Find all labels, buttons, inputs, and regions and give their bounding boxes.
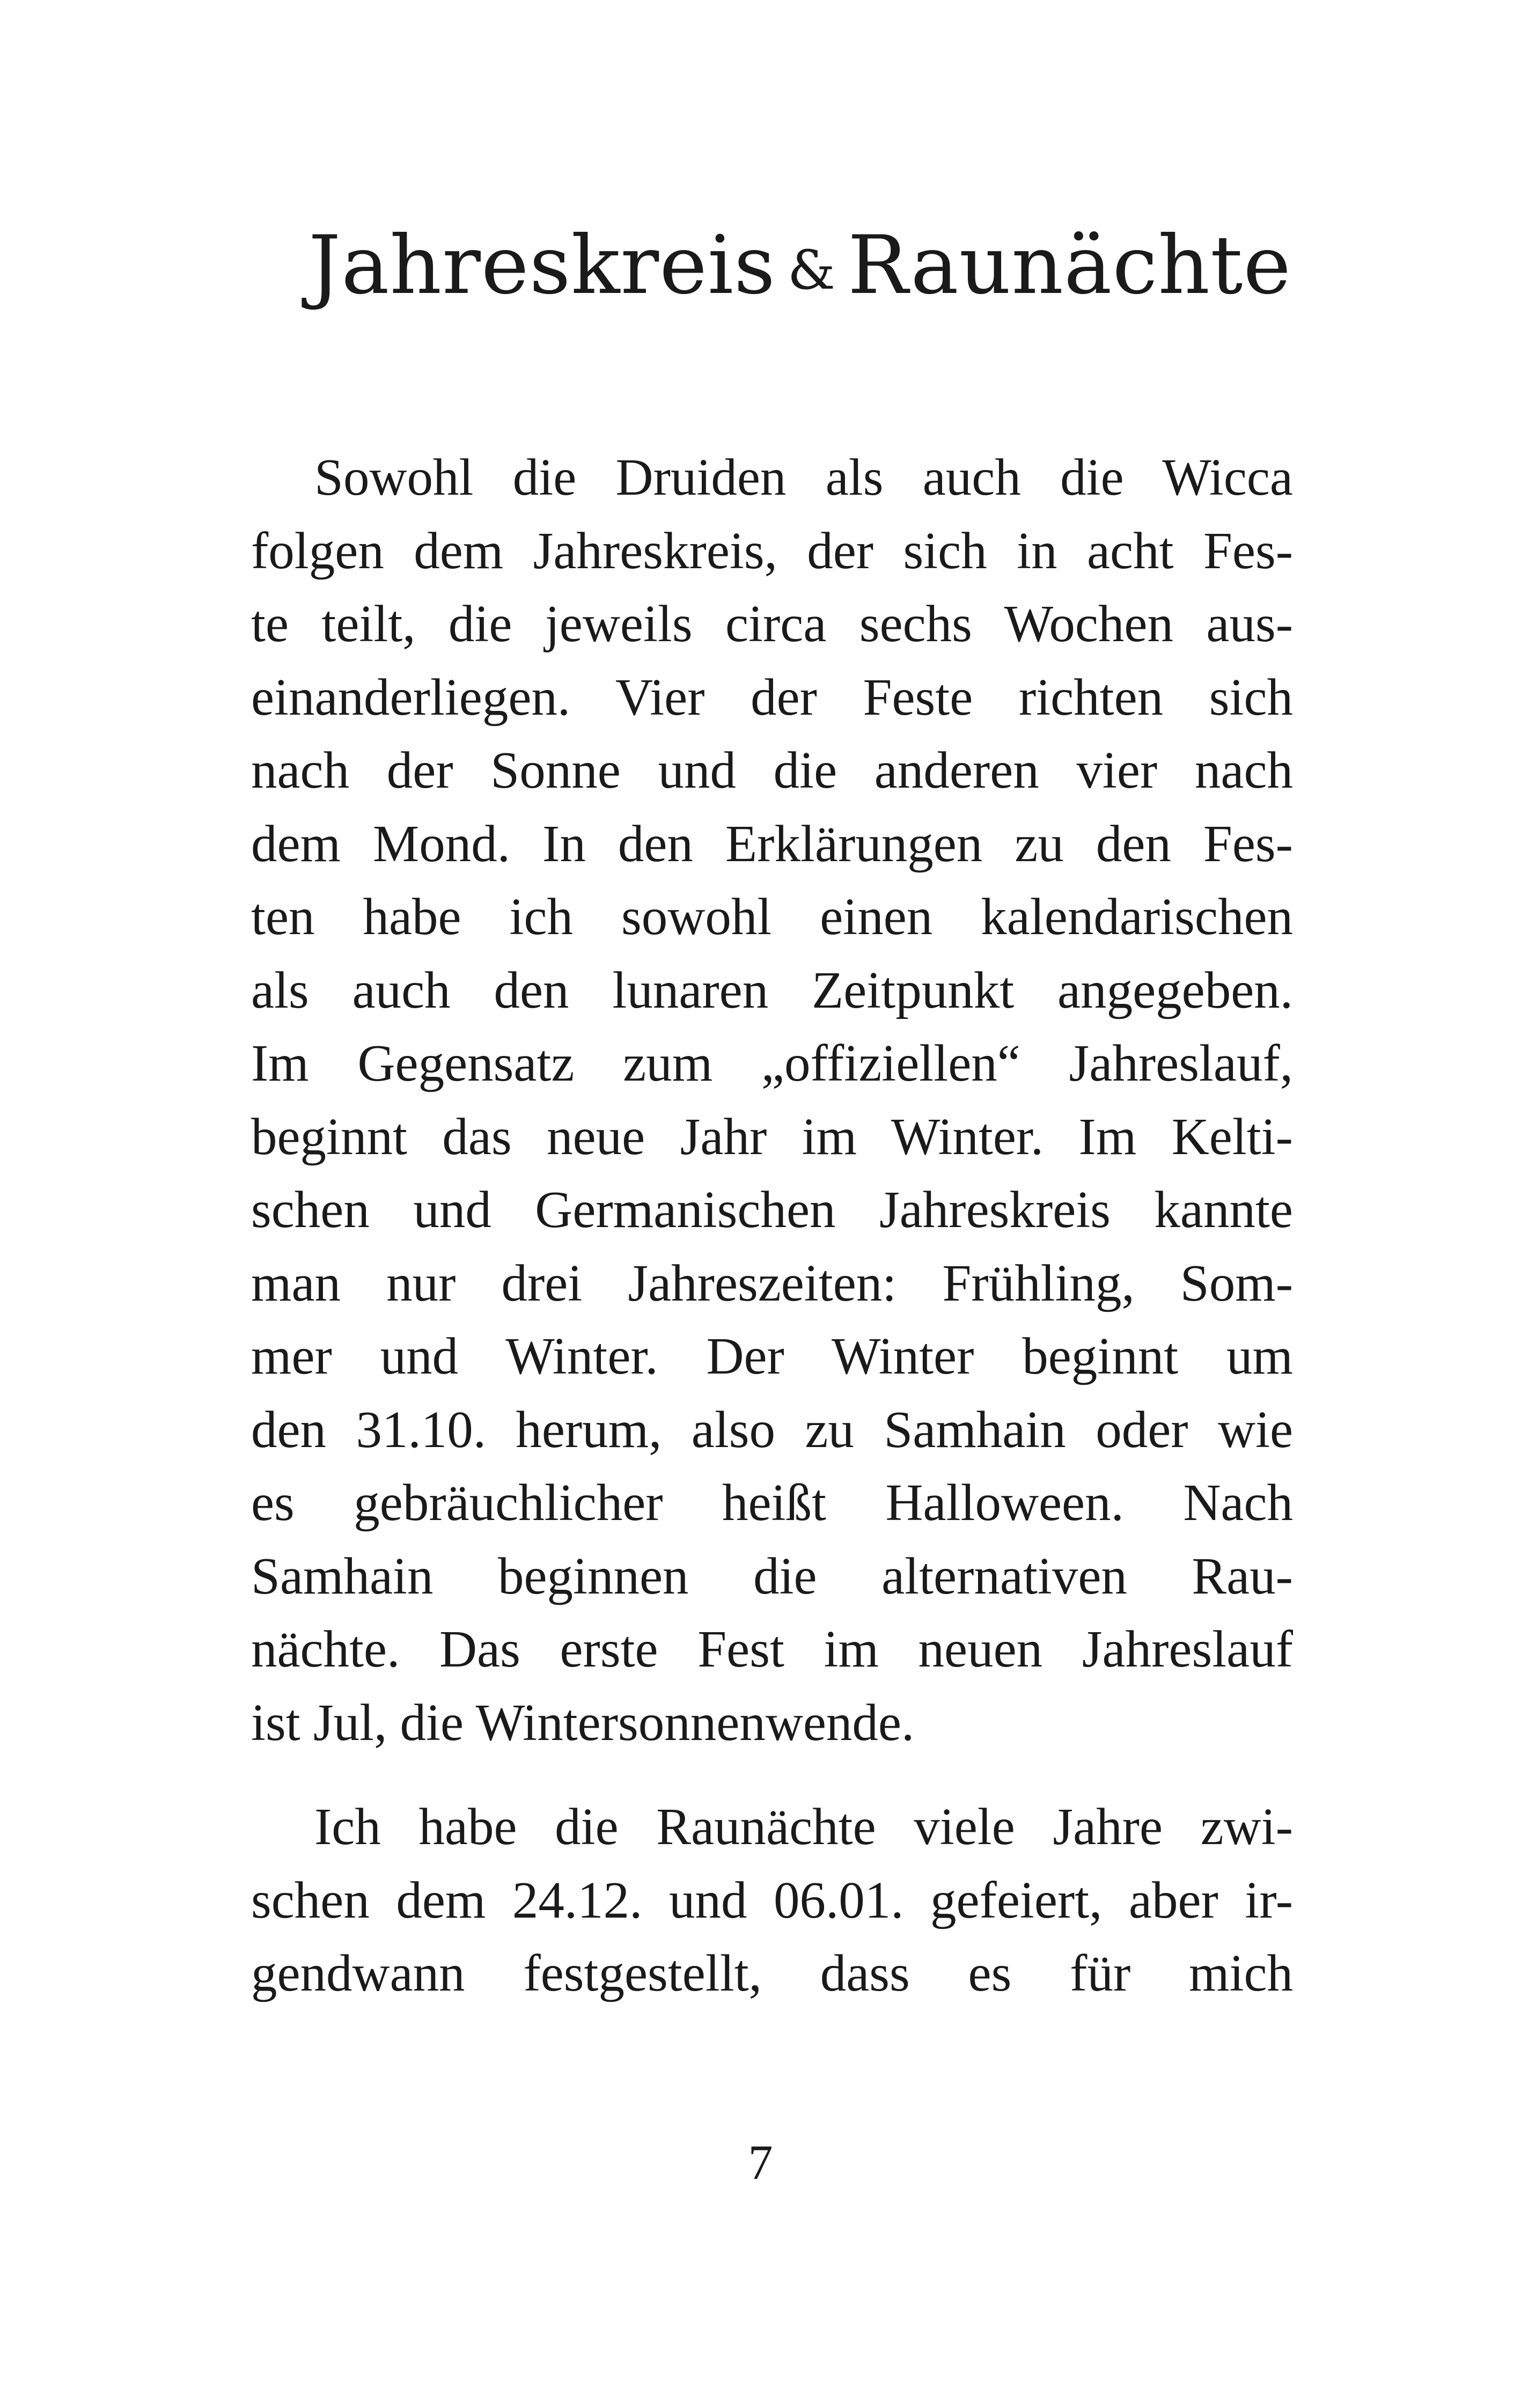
body-text (251, 441, 1293, 2010)
text-line: schen dem 24.12. und 06.01. gefeiert, aber ir- (251, 1871, 1293, 1929)
text-line: schen und Germanischen Jahreskreis kannte (251, 1181, 1293, 1238)
text-line: einanderliegen. Vier der Feste richten sich (251, 668, 1293, 726)
chapter-title-part2: Raunächte (847, 219, 1292, 312)
text-line: mer und Winter. Der Winter beginnt um (251, 1327, 1293, 1385)
text-line: den 31.10. herum, also zu Samhain oder wie (251, 1400, 1293, 1458)
text-line: folgen dem Jahreskreis, der sich in acht Fes- (251, 522, 1293, 579)
text-line: dem Mond. In den Erklärungen zu den Fes- (251, 814, 1293, 872)
text-line: als auch den lunaren Zeitpunkt angegeben. (251, 961, 1293, 1019)
text-line: Sowohl die Druiden als auch die Wicca (314, 449, 1293, 506)
text-line: es gebräuchlicher heißt Halloween. Nach (251, 1474, 1293, 1531)
text-line: ten habe ich sowohl einen kalendarischen (251, 888, 1293, 945)
chapter-title (308, 212, 1291, 324)
text-line: Samhain beginnen die alternativen Rau- (251, 1547, 1293, 1605)
text-line: te teilt, die jeweils circa sechs Wochen aus- (251, 595, 1293, 652)
text-line: ist Jul, die Wintersonnenwende. (251, 1693, 915, 1751)
paragraph-1 (251, 441, 1293, 1759)
text-line: gendwann festgestellt, dass es für mich (251, 1944, 1293, 2002)
text-line: nächte. Das erste Fest im neuen Jahreslauf (251, 1620, 1293, 1678)
text-line: Ich habe die Raunächte viele Jahre zwi- (314, 1798, 1293, 1855)
paragraph-2 (251, 1790, 1293, 2010)
text-line: beginnt das neue Jahr im Winter. Im Kelti- (251, 1107, 1293, 1165)
text-line: Im Gegensatz zum „offiziellen“ Jahreslauf, (251, 1034, 1293, 1092)
text-line: man nur drei Jahreszeiten: Frühling, Som- (251, 1254, 1293, 1312)
chapter-title-part1: Jahreskreis (308, 219, 776, 312)
text-line: nach der Sonne und die anderen vier nach (251, 742, 1293, 799)
page-number: 7 (748, 2135, 773, 2190)
chapter-title-ampersand: & (787, 239, 836, 302)
